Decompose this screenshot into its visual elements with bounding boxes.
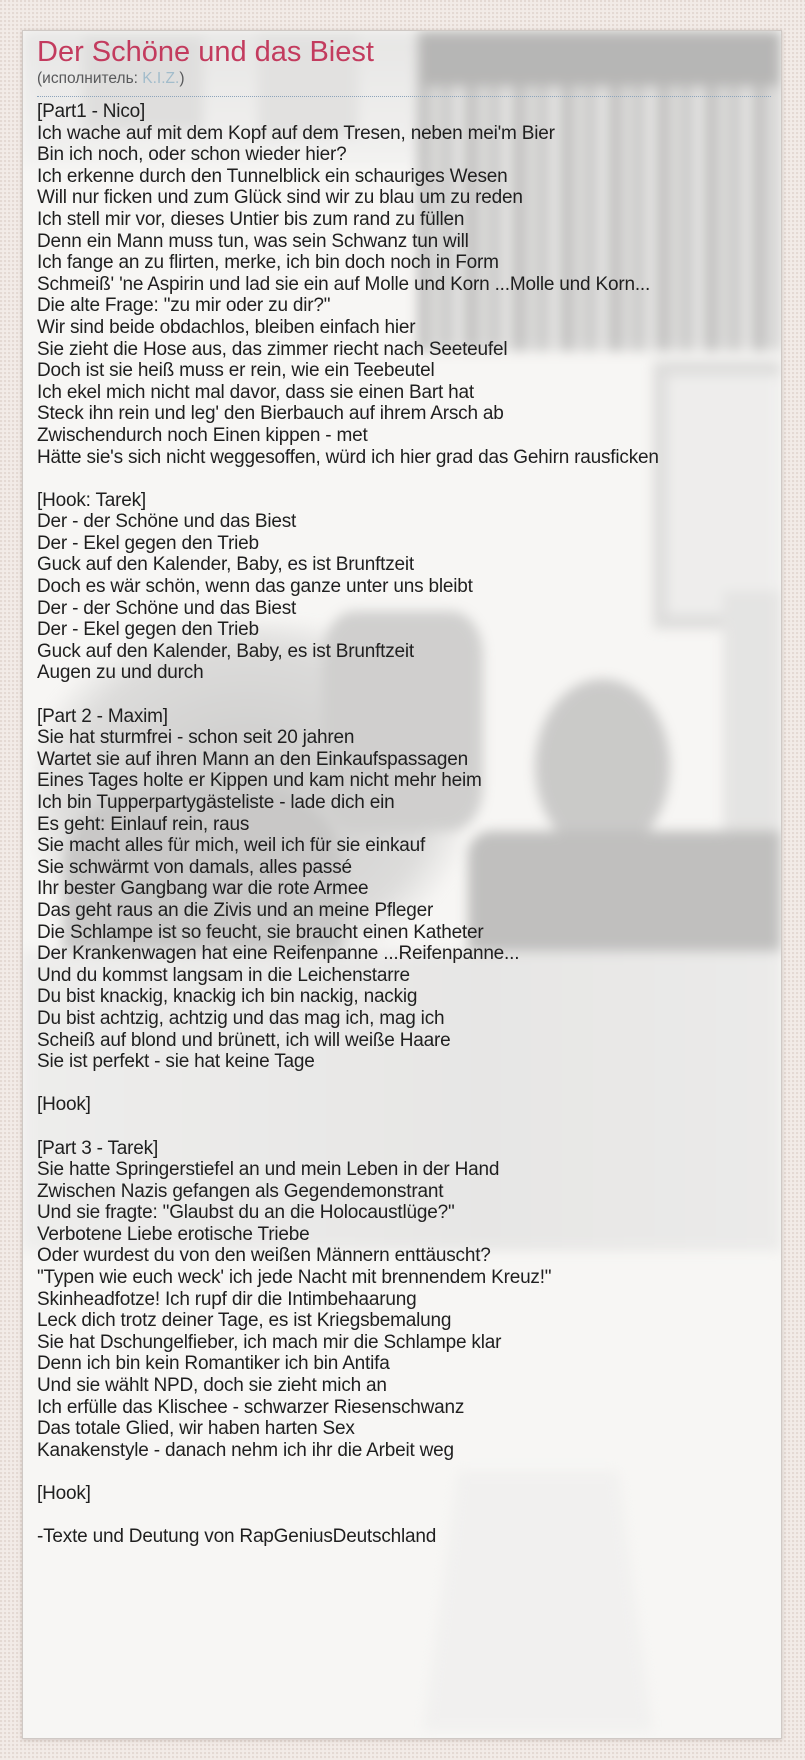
lyrics-line: Guck auf den Kalender, Baby, es ist Brunftzeit bbox=[37, 554, 414, 576]
lyrics-line: Der - Ekel gegen den Trieb bbox=[37, 532, 259, 554]
lyrics-line: Du bist knackig, knackig ich bin nackig, nackig bbox=[37, 986, 418, 1008]
lyrics-line: Zwischendurch noch Einen kippen - met bbox=[37, 424, 368, 446]
lyrics-line: Die alte Frage: "zu mir oder zu dir?" bbox=[37, 295, 331, 317]
lyrics-line: Du bist achtzig, achtzig und das mag ich, mag ich bbox=[37, 1007, 445, 1029]
lyrics-page bbox=[23, 31, 781, 1548]
lyrics-line bbox=[37, 468, 781, 490]
lyrics-line: Ihr bester Gangbang war die rote Armee bbox=[37, 878, 369, 900]
lyrics-line: Sie ist perfekt - sie hat keine Tage bbox=[37, 1051, 315, 1073]
lyrics-line: Der - der Schöne und das Biest bbox=[37, 511, 297, 533]
lyrics-block bbox=[37, 101, 781, 1505]
lyrics-line: Steck ihn rein und leg' den Bierbauch auf ihrem Arsch ab bbox=[37, 403, 504, 425]
lyrics-line: [Hook: Tarek] bbox=[37, 489, 146, 511]
lyrics-line: Ich bin Tupperpartygästeliste - lade dich ein bbox=[37, 792, 395, 813]
credits-line: -Texte und Deutung von RapGeniusDeutschland bbox=[37, 1526, 437, 1548]
lyrics-line: Es geht: Einlauf rein, raus bbox=[37, 813, 250, 835]
lyrics-line: Ich erfülle das Klischee - schwarzer Riesenschwanz bbox=[37, 1396, 465, 1418]
lyrics-line: Und du kommst langsam in die Leichenstarre bbox=[37, 964, 410, 986]
artist-line bbox=[37, 70, 771, 97]
lyrics-line: Skinheadfotze! Ich rupf dir die Intimbehaarung bbox=[37, 1288, 417, 1310]
song-title: Der Schöne und das Biest bbox=[37, 36, 374, 68]
lyrics-line bbox=[37, 1073, 781, 1095]
lyrics-line: [Part 3 - Tarek] bbox=[37, 1137, 159, 1159]
lyrics-line bbox=[37, 1116, 781, 1138]
lyrics-line bbox=[37, 1461, 781, 1483]
lyrics-line: Augen zu und durch bbox=[37, 662, 204, 684]
lyrics-line: Ich wache auf mit dem Kopf auf dem Tresen, neben mei'm Bier bbox=[37, 122, 555, 144]
lyrics-line: Die Schlampe ist so feucht, sie braucht einen Katheter bbox=[37, 921, 484, 943]
lyrics-line: Bin ich noch, oder schon wieder hier? bbox=[37, 144, 347, 166]
lyrics-line: Doch es wär schön, wenn das ganze unter uns bleibt bbox=[37, 576, 473, 598]
lyrics-line: Leck dich trotz deiner Tage, es ist Kriegsbemalung bbox=[37, 1310, 452, 1332]
lyrics-line: Ich stell mir vor, dieses Untier bis zum rand zu füllen bbox=[37, 208, 465, 230]
lyrics-line: Ich erkenne durch den Tunnelblick ein schauriges Wesen bbox=[37, 165, 508, 187]
lyrics-line: Guck auf den Kalender, Baby, es ist Brunftzeit bbox=[37, 640, 414, 662]
lyrics-line: Kanakenstyle - danach nehm ich ihr die Arbeit weg bbox=[37, 1439, 454, 1461]
lyrics-line: Denn ein Mann muss tun, was sein Schwanz tun will bbox=[37, 230, 469, 252]
lyrics-line: Der - der Schöne und das Biest bbox=[37, 597, 297, 619]
lyrics-line: Ich fange an zu flirten, merke, ich bin doch noch in Form bbox=[37, 252, 499, 274]
artist-link[interactable]: K.I.Z. bbox=[142, 70, 180, 87]
lyrics-line: Zwischen Nazis gefangen als Gegendemonstrant bbox=[37, 1180, 444, 1202]
lyrics-line: Hätte sie's sich nicht weggesoffen, würd ich hier grad das Gehirn rausficken bbox=[37, 446, 659, 468]
lyrics-line: Wir sind beide obdachlos, bleiben einfach hier bbox=[37, 316, 416, 338]
performer-label: (исполнитель: bbox=[37, 70, 143, 87]
lyrics-line: Das totale Glied, wir haben harten Sex bbox=[37, 1418, 355, 1440]
lyrics-line: "Typen wie euch weck' ich jede Nacht mit brennendem Kreuz!" bbox=[37, 1267, 552, 1289]
lyrics-line: Sie hat sturmfrei - schon seit 20 jahren bbox=[37, 727, 355, 749]
lyrics-line: Scheiß auf blond und brünett, ich will weiße Haare bbox=[37, 1029, 451, 1051]
lyrics-line: Der Krankenwagen hat eine Reifenpanne ...Reifenpanne... bbox=[37, 943, 520, 965]
lyrics-line: Der - Ekel gegen den Trieb bbox=[37, 619, 259, 641]
lyrics-line: [Part 2 - Maxim] bbox=[37, 705, 168, 727]
lyrics-line: [Part1 - Nico] bbox=[37, 101, 146, 122]
content-panel bbox=[22, 30, 782, 1739]
lyrics-line: Will nur ficken und zum Glück sind wir zu blau um zu reden bbox=[37, 187, 523, 209]
lyrics-line: Ich ekel mich nicht mal davor, dass sie einen Bart hat bbox=[37, 381, 474, 403]
lyrics-line: Oder wurdest du von den weißen Männern enttäuscht? bbox=[37, 1245, 491, 1267]
lyrics-line: [Hook] bbox=[37, 1094, 91, 1116]
lyrics-line: Sie zieht die Hose aus, das zimmer riecht nach Seeteufel bbox=[37, 338, 508, 360]
lyrics-line: Verbotene Liebe erotische Triebe bbox=[37, 1223, 310, 1245]
lyrics-line: Und sie fragte: "Glaubst du an die Holocaustlüge?" bbox=[37, 1202, 455, 1224]
lyrics-line: Doch ist sie heiß muss er rein, wie ein Teebeutel bbox=[37, 360, 435, 382]
performer-label-suffix: ) bbox=[179, 70, 185, 87]
lyrics-line: Sie hat Dschungelfieber, ich mach mir die Schlampe klar bbox=[37, 1331, 502, 1353]
lyrics-line: [Hook] bbox=[37, 1483, 91, 1504]
lyrics-line: Sie macht alles für mich, weil ich für sie einkauf bbox=[37, 835, 426, 857]
lyrics-line: Sie hatte Springerstiefel an und mein Leben in der Hand bbox=[37, 1159, 500, 1181]
lyrics-line: Sie schwärmt von damals, alles passé bbox=[37, 856, 352, 878]
lyrics-line: Denn ich bin kein Romantiker ich bin Antifa bbox=[37, 1353, 390, 1375]
lyrics-line: Und sie wählt NPD, doch sie zieht mich an bbox=[37, 1375, 387, 1397]
lyrics-line: Das geht raus an die Zivis und an meine Pfleger bbox=[37, 899, 434, 921]
lyrics-line: Eines Tages holte er Kippen und kam nicht mehr heim bbox=[37, 770, 482, 792]
lyrics-line bbox=[37, 684, 781, 706]
lyrics-line: Schmeiß' 'ne Aspirin und lad sie ein auf Molle und Korn ...Molle und Korn... bbox=[37, 273, 651, 295]
lyrics-line: Wartet sie auf ihren Mann an den Einkaufspassagen bbox=[37, 748, 468, 770]
